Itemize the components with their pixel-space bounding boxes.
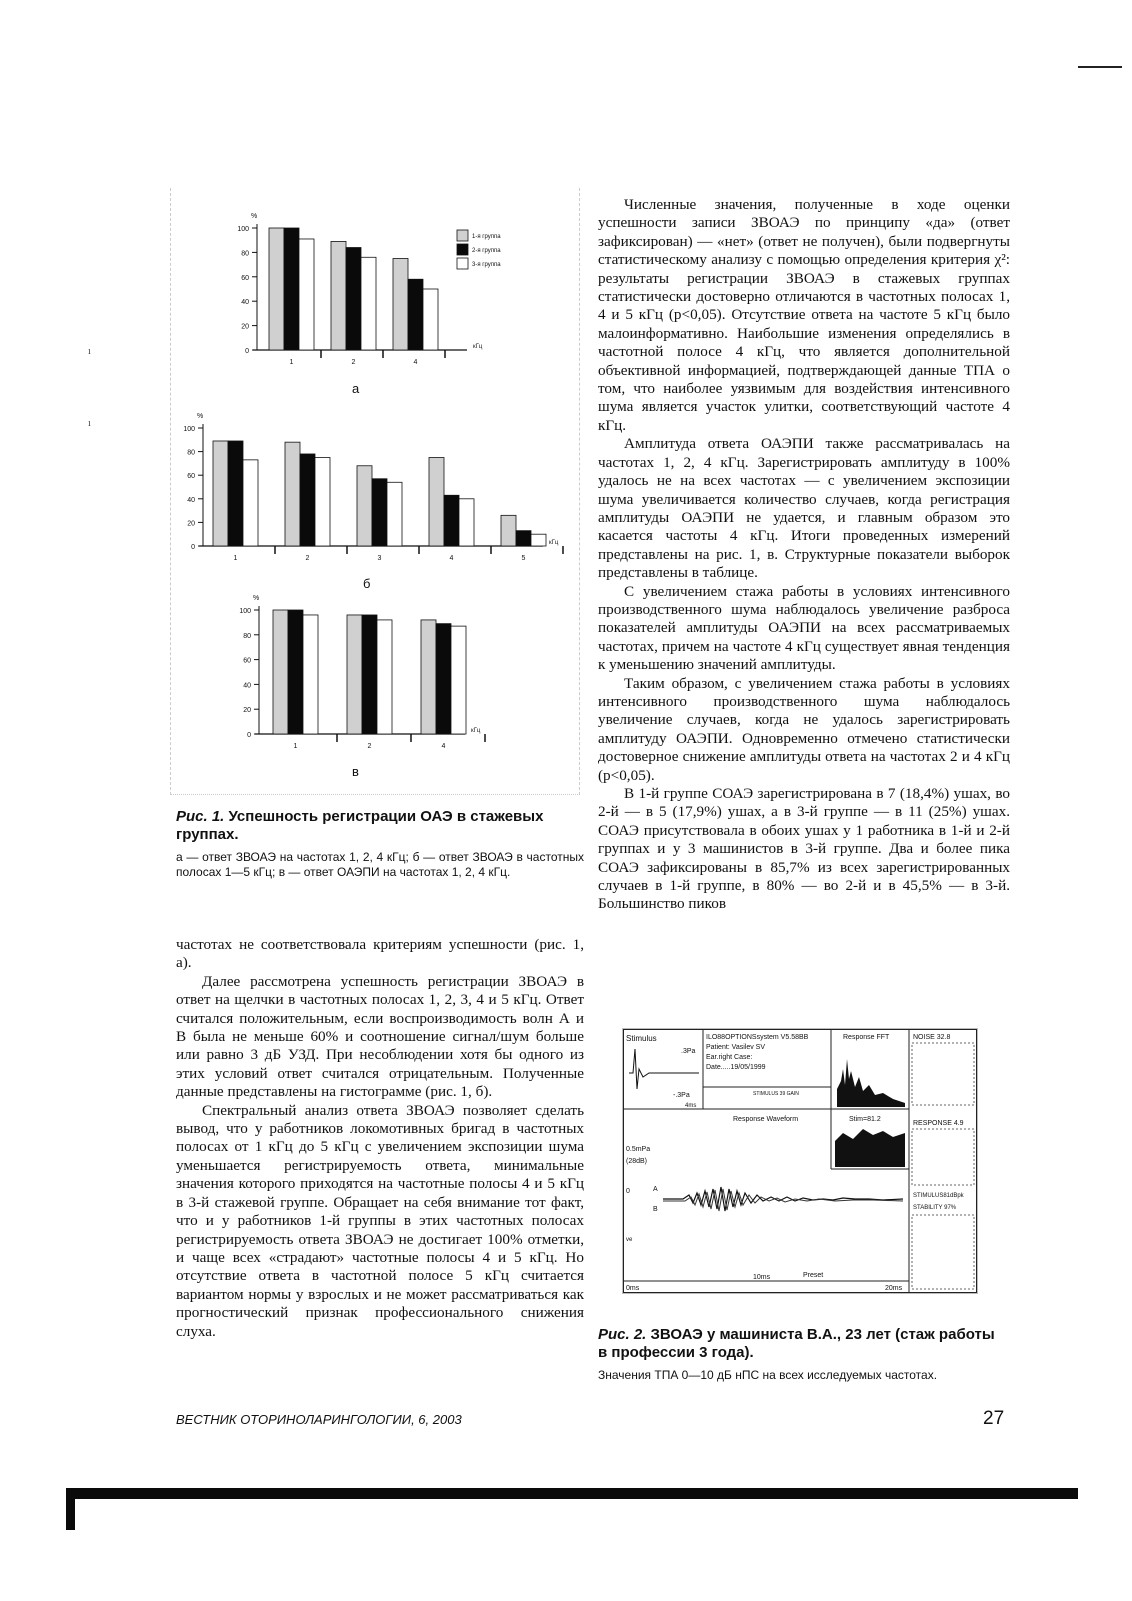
- y-tick-label: 40: [187, 496, 195, 504]
- preset-label: Preset: [803, 1272, 824, 1279]
- y-tick-label: 80: [187, 449, 195, 457]
- margin-mark: ı: [88, 346, 91, 357]
- x-tick-label: 4: [413, 359, 418, 366]
- paragraph: Численные значения, полученные в ходе оценки успешности записи ЗВОАЭ по принципу «да» (ответ зафиксирован) — «нет» (ответ не получен), были подвергнуты статистическому анализу с помощью определения критерия χ²: результаты регистрации ЗВОАЭ в стажевых группах статистически достоверно отличаются в частотных полосах 1, 4 и 5 кГц (p<0,05). Отсутствие ответа на частоте 5 кГц было малоинформативно. Наибольшие изменения определялись в частотной полосе 4 кГц, что является дополнительной объективной информацией, подтверждающей данные ТПА о том, что наиболее уязвимым для воздействия интенсивного шума является участок улитки, соответствующий частоте 4 кГц.: [598, 196, 1010, 434]
- legend-label: 2-я группа: [472, 248, 501, 254]
- figure-1-caption-title-text: Успешность регистрации ОАЭ в стажевых группах.: [176, 808, 544, 843]
- right-column-text: [598, 196, 1010, 914]
- figure-2-caption: [598, 1326, 1008, 1383]
- bar: [377, 620, 392, 734]
- bar: [393, 259, 408, 351]
- y-tick-label: 20: [187, 520, 195, 528]
- left-column-text: [176, 936, 584, 1341]
- bar: [299, 239, 314, 350]
- journal-name: ВЕСТНИК ОТОРИНОЛАРИНГОЛОГИИ, 6, 2003: [176, 1412, 462, 1427]
- bar: [423, 289, 438, 350]
- stimulus-bottom-value: -.3Pa: [673, 1092, 690, 1099]
- bar: [331, 241, 346, 350]
- figure-1-caption-prefix: Рис. 1.: [176, 808, 225, 825]
- bar: [516, 531, 531, 546]
- x-tick-label: 4: [441, 743, 446, 750]
- bar: [531, 534, 546, 546]
- stimulus-ms: 4ms: [685, 1103, 697, 1109]
- bar: [444, 495, 459, 546]
- response-waveform-label: Response Waveform: [733, 1116, 799, 1123]
- noise-value: NOISE 32.8: [913, 1034, 951, 1041]
- time-axis-start: 0ms: [626, 1285, 640, 1292]
- y-tick-label: 0: [191, 544, 195, 551]
- bar: [300, 454, 315, 546]
- y-tick-label: 100: [183, 426, 195, 433]
- x-axis-label: кГц: [471, 728, 481, 734]
- figure-1-caption-title: [176, 808, 584, 844]
- stimulus-label: Stimulus: [626, 1034, 657, 1043]
- amplitude-scale: 0.5mPa: [626, 1146, 651, 1153]
- bar: [361, 257, 376, 350]
- legend-swatch: [457, 258, 468, 269]
- bar: [347, 615, 362, 734]
- stimulus-level: STIMULUS81dBpk: [913, 1193, 964, 1199]
- paragraph: В 1-й группе СОАЭ зарегистрирована в 7 (18,4%) ушах, во 2-й — в 5 (17,9%) ушах, а в 3-й группе — в 11 (25%) ушах. СОАЭ присутствовала в обоих ушах у 1 работника в 1-й и 2-й группах и у 3 машинистов в 3-й группе. Два и более пика СОАЭ зафиксированы в 85,7% из всех зарегистрированных случаев в 1-й группе, в 80% — во 2-й и в 45,5% — в 3-й. Большинство пиков: [598, 785, 1010, 913]
- paragraph: Таким образом, с увеличением стажа работы в условиях интенсивного производственного шума наблюдалось увеличение случаев, когда не удалось зарегистрировать амплитуду ОАЭПИ. Одновременно отмечено статистически достоверное снижение амплитуды ответа на частотах 2 и 4 кГц (p<0,05).: [598, 674, 1010, 784]
- y-tick-label: 60: [243, 657, 251, 665]
- y-tick-label: 20: [243, 707, 251, 715]
- figure-1-caption: [176, 808, 584, 880]
- y-axis-label: %: [197, 413, 204, 420]
- x-tick-label: 2: [367, 743, 372, 750]
- bottom-corner-mark: [66, 1488, 75, 1530]
- bottom-rule: [66, 1488, 1078, 1499]
- system-header: ILO88OPTIONSsystem V5.58BB: [706, 1034, 809, 1041]
- bar: [357, 466, 372, 546]
- figure-2-caption-text: Значения ТПА 0—10 дБ нПС на всех исследуемых частотах.: [598, 1368, 938, 1382]
- top-rule: [1078, 66, 1122, 68]
- stability-percent: STABILITY 97%: [913, 1205, 957, 1211]
- x-axis-label: кГц: [473, 344, 483, 350]
- y-tick-label: 0: [245, 348, 249, 355]
- bar: [228, 441, 243, 546]
- page-number: 27: [983, 1408, 1005, 1429]
- bar: [421, 620, 436, 734]
- test-date: Date.....19/05/1999: [706, 1064, 766, 1071]
- y-tick-label: 80: [241, 250, 249, 258]
- x-tick-label: 2: [351, 359, 356, 366]
- x-tick-label: 4: [449, 555, 454, 562]
- legend-label: 3-я группа: [472, 262, 501, 268]
- bar: [273, 610, 288, 734]
- trace-b-label: B: [653, 1206, 658, 1213]
- paragraph: С увеличением стажа работы в условиях интенсивного производственного шума наблюдалось увеличение разброса показателей амплитуды ОАЭПИ на всех рассматриваемых частотах, причем на частоте 4 кГц существует явная тенденция к уменьшению значений амплитуды.: [598, 582, 1010, 674]
- paragraph: Спектральный анализ ответа ЗВОАЭ позволяет сделать вывод, что у работников локомотивных бригад в частотных полосах от 1 кГц до 5 кГц с увеличением экспозиции шума уменьшается регистрируемость ответа, минимальные значения которого приходятся на частотные полосы 4 и 5 кГц в 3-й стажевой группе. Обращает на себя внимание тот факт, что и у работников 1-й группы в этих частотных полосах регистрируемость ответа ЗВОАЭ не достигает 100% отметки, и чаще всех «страдают» частотные полосы 4 и 5 кГц. Но отсутствие ответа в частотной полосе 5 кГц считается вариантом нормы у взрослых и не может рассматриваться как прогностический признак профессионального снижения слуха.: [176, 1101, 584, 1340]
- x-tick-label: 3: [377, 555, 382, 562]
- x-tick-label: 1: [289, 359, 294, 366]
- figure-1-charts: [171, 188, 579, 794]
- panel-label: б: [363, 576, 371, 591]
- amplitude-db: (28dB): [626, 1158, 648, 1165]
- bar: [372, 479, 387, 546]
- figure-1-caption-text: а — ответ ЗВОАЭ на частотах 1, 2, 4 кГц; б — ответ ЗВОАЭ в частотных полосах 1—5 кГц; в — ответ ОАЭПИ на частотах 1, 2, 4 кГц.: [176, 850, 584, 879]
- ve-marker: ve: [626, 1237, 633, 1243]
- response-fft-label: Response FFT: [843, 1034, 890, 1041]
- figure-2-caption-prefix: Рис. 2.: [598, 1326, 647, 1343]
- panel-label: а: [352, 381, 360, 396]
- legend-label: 1-я группа: [472, 234, 501, 240]
- ear-case: Ear.right Case:: [706, 1054, 753, 1061]
- patient-name: Patient: Vasilev SV: [706, 1044, 766, 1051]
- bar: [429, 458, 444, 547]
- bar: [451, 626, 466, 734]
- figure-1: [170, 188, 580, 795]
- zero-marker: 0: [626, 1188, 630, 1195]
- bar: [436, 624, 451, 734]
- y-tick-label: 100: [237, 226, 249, 233]
- y-tick-label: 60: [187, 473, 195, 481]
- bar: [408, 279, 423, 350]
- legend-swatch: [457, 230, 468, 241]
- y-tick-label: 20: [241, 323, 249, 331]
- bar: [303, 615, 318, 734]
- bar: [346, 248, 361, 350]
- bar: [315, 458, 330, 547]
- bar: [269, 228, 284, 350]
- y-tick-label: 80: [243, 632, 251, 640]
- figure-2-screenshot: [623, 1029, 977, 1293]
- y-tick-label: 100: [239, 608, 251, 615]
- bar: [288, 610, 303, 734]
- stimulus-gain-row: STIMULUS 39 GAIN: [753, 1091, 799, 1097]
- x-tick-label: 1: [233, 555, 238, 562]
- margin-mark: ı: [88, 418, 91, 429]
- time-axis-end: 20ms: [885, 1285, 903, 1292]
- y-axis-label: %: [251, 213, 258, 220]
- bar: [284, 228, 299, 350]
- y-axis-label: %: [253, 595, 260, 602]
- x-tick-label: 1: [293, 743, 298, 750]
- response-db-value: RESPONSE 4.9: [913, 1120, 964, 1127]
- bar: [243, 460, 258, 546]
- trace-a-label: A: [653, 1186, 658, 1193]
- stim-db-value: Stim=81.2: [849, 1116, 881, 1123]
- y-tick-label: 60: [241, 274, 249, 282]
- time-axis-mid: 10ms: [753, 1274, 771, 1281]
- figure-2: [622, 1028, 978, 1294]
- bar: [459, 499, 474, 546]
- y-tick-label: 40: [241, 299, 249, 307]
- legend-swatch: [457, 244, 468, 255]
- x-tick-label: 2: [305, 555, 310, 562]
- bar: [285, 442, 300, 546]
- y-tick-label: 40: [243, 682, 251, 690]
- y-tick-label: 0: [247, 732, 251, 739]
- bar: [501, 515, 516, 546]
- panel-label: в: [352, 764, 359, 779]
- paragraph: Амплитуда ответа ОАЭПИ также рассматривалась на частотах 1, 2, 4 кГц. Зарегистрировать амплитуду в 100% удалось не на всех частотах — с увеличением экспозиции шума увеличивается количество случаев, когда регистрация амплитуды ОАЭПИ не удается, и главным образом это касается частоты 4 кГц. Итоги проведенных измерений представлены на рис. 1, в. Структурные показатели выборок представлены в таблице.: [598, 435, 1010, 582]
- bar: [387, 482, 402, 546]
- bar: [362, 615, 377, 734]
- x-tick-label: 5: [521, 555, 526, 562]
- paragraph: частотах не соответствовала критериям успешности (рис. 1, а).: [176, 936, 584, 972]
- paragraph: Далее рассмотрена успешность регистрации ЗВОАЭ в ответ на щелчки в частотных полосах 1, 2, 3, 4 и 5 кГц. Ответ считался положительным, если воспроизводимость волн А и В была не меньше 60% и соотношение сигнал/шум больше или равно 3 дБ УЗД. При несоблюдении хотя бы одного из этих условий ответ считался отрицательным. Полученные данные представлены на гистограмме (рис. 1, б).: [176, 972, 584, 1101]
- stimulus-top-value: .3Pa: [681, 1048, 696, 1055]
- bar: [213, 441, 228, 546]
- figure-2-caption-title-text: ЗВОАЭ у машиниста В.А., 23 лет (стаж работы в профессии 3 года).: [598, 1326, 995, 1361]
- x-axis-label: кГц: [549, 540, 559, 546]
- figure-2-caption-title: [598, 1326, 1008, 1362]
